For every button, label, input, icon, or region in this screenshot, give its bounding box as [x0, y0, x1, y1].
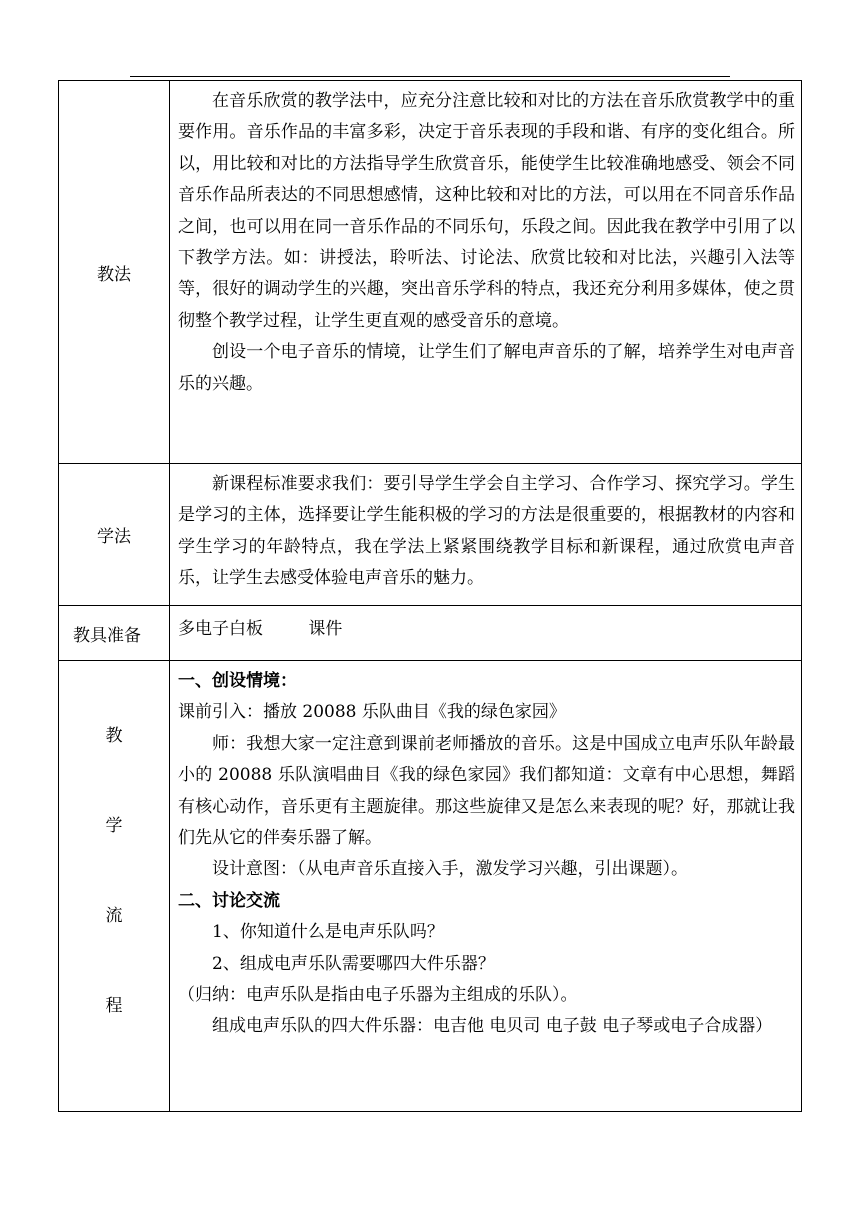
row-teaching-method [59, 81, 802, 464]
lesson-intro: 课前引入：播放 20088 乐队曲目《我的绿色家园》 [178, 702, 566, 723]
label-learning-method: 学法 [59, 464, 170, 606]
teaching-method-paragraph-2: 创设一个电子音乐的情境，让学生们了解电声音乐的了解，培养学生对电声音乐的兴趣。 [178, 342, 795, 394]
process-label-char-3: 流 [105, 906, 123, 926]
row-teaching-process [59, 661, 802, 1112]
tool-whiteboard: 多电子白板 [178, 619, 263, 639]
label-teaching-method: 教法 [59, 81, 170, 464]
learning-method-content [170, 464, 802, 606]
learning-method-paragraph: 新课程标准要求我们：要引导学生学会自主学习、合作学习、探究学习。学生是学习的主体，选择要让学生能积极的学习的方法是很重要的，根据教材的内容和学生学习的年龄特点，我在学法上紧紧围绕教学目标和新课程，通过欣赏电声音乐，让学生去感受体验电声音乐的魅力。 [178, 474, 795, 589]
process-label-char-2: 学 [105, 816, 123, 836]
header-rule [130, 76, 730, 77]
process-label-char-1: 教 [105, 726, 123, 746]
summary: （归纳：电声乐队是指由电子乐器为主组成的乐队）。 [178, 985, 578, 1006]
instruments-list: 组成电声乐队的四大件乐器：电吉他 电贝司 电子鼓 电子琴或电子合成器） [212, 1016, 773, 1037]
teaching-method-content [170, 81, 802, 464]
row-teaching-tools [59, 606, 802, 661]
process-label-char-4: 程 [105, 996, 123, 1016]
design-intent: 设计意图：（从电声音乐直接入手，激发学习兴趣，引出课题）。 [212, 859, 688, 880]
section-2-title: 二、讨论交流 [178, 890, 280, 911]
section-1-title: 一、创设情境： [178, 671, 297, 691]
teaching-tools-content [170, 606, 802, 661]
teaching-method-paragraph-1: 在音乐欣赏的教学法中，应充分注意比较和对比的方法在音乐欣赏教学中的重要作用。音乐作品的丰富多彩，决定于音乐表现的手段和谐、有序的变化组合。所以，用比较和对比的方法指导学生欣赏音乐，能使学生比较准确地感受、领会不同音乐作品所表达的不同思想感情，这种比较和对比的方法，可以用在不同音乐作品之间，也可以用在同一音乐作品的不同乐句，乐段之间。因此我在教学中引用了以下教学方法。如：讲授法，聆听法、讨论法、欣赏比较和对比法，兴趣引入法等等，很好的调动学生的兴趣，突出音乐学科的特点，我还充分利用多媒体，使之贯彻整个教学过程，让学生更直观的感受音乐的意境。 [178, 91, 795, 331]
label-teaching-process [59, 661, 170, 1112]
question-1: 1、你知道什么是电声乐队吗？ [212, 922, 444, 943]
row-learning-method [59, 464, 802, 606]
teacher-speech: 师：我想大家一定注意到课前老师播放的音乐。这是中国成立电声乐队年龄最小的 20088 乐队演唱曲目《我的绿色家园》我们都知道：文章有中心思想，舞蹈有核心动作，音乐更有主题旋律。那这些旋律又是怎么来表现的呢？好，那就让我们先从它的伴奏乐器了解。 [178, 733, 795, 849]
question-2: 2、组成电声乐队需要哪四大件乐器？ [212, 953, 495, 974]
lesson-plan-table [58, 80, 802, 1112]
teaching-process-content [170, 661, 802, 1112]
label-teaching-tools: 教具准备 [59, 606, 170, 661]
tool-courseware: 课件 [308, 619, 343, 639]
